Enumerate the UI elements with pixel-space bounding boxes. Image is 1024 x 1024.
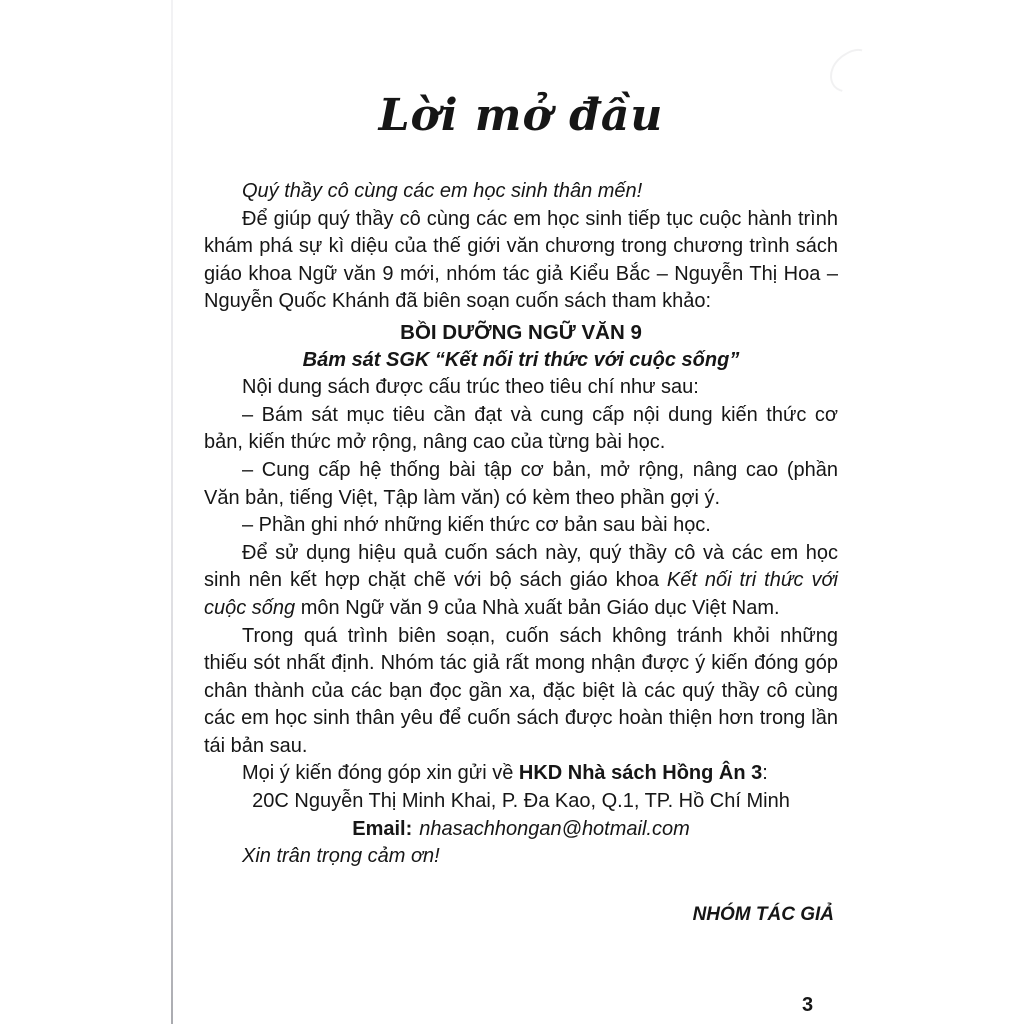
paragraph-usage [204, 540, 838, 623]
contact-text-post: : [762, 762, 768, 785]
usage-text-pre: Để sử dụng hiệu quả cuốn sách này, quý thầy cô và các em học sinh nên kết hợp chặt chẽ với bộ sách giáo khoa [204, 541, 838, 592]
page-content [204, 0, 838, 928]
bullet-item-2: – Cung cấp hệ thống bài tập cơ bản, mở rộng, nâng cao (phần Văn bản, tiếng Việt, Tập làm văn) có kèm theo phần gợi ý. [204, 458, 838, 509]
page-number: 3 [802, 994, 814, 1016]
book-subtitle: Bám sát SGK “Kết nối tri thức với cuộc sống” [302, 348, 740, 371]
address-line: 20C Nguyễn Thị Minh Khai, P. Đa Kao, Q.1, TP. Hồ Chí Minh [252, 790, 790, 813]
criteria-intro: Nội dung sách được cấu trúc theo tiêu chí như sau: [242, 376, 699, 399]
thanks-line: Xin trân trọng cảm ơn! [242, 845, 440, 868]
contact-store-name: HKD Nhà sách Hồng Ân 3 [518, 762, 763, 785]
salutation: Quý thầy cô cùng các em học sinh thân mến! [242, 180, 643, 202]
email-address: nhasachhongan@hotmail.com [419, 817, 690, 840]
contact-text-pre: Mọi ý kiến đóng góp xin gửi về [242, 762, 519, 785]
email-label: Email: [352, 817, 413, 840]
contact-line [204, 760, 838, 788]
email-line [204, 816, 838, 844]
page-edge-line [171, 0, 173, 1024]
usage-book-name: Kết nối tri thức với cuộc sống [204, 569, 838, 619]
page-title: Lời mở đầu [378, 90, 664, 141]
signature: NHÓM TÁC GIẢ [692, 903, 834, 925]
paragraph-intro: Để giúp quý thầy cô cùng các em học sinh tiếp tục cuộc hành trình khám phá sự kì diệu của thế giới văn chương trong chương trình sách giáo khoa Ngữ văn 9 mới, nhóm tác giả Kiểu Bắc – Nguyễn Thị Hoa – Nguyễn Quốc Khánh đã biên soạn cuốn sách tham khảo: [204, 207, 838, 313]
book-title: BỒI DƯỠNG NGỮ VĂN 9 [400, 320, 642, 344]
bullet-item-3: – Phần ghi nhớ những kiến thức cơ bản sau bài học. [242, 514, 711, 537]
usage-text-post: môn Ngữ văn 9 của Nhà xuất bản Giáo dục Việt Nam. [295, 596, 780, 619]
paragraph-feedback: Trong quá trình biên soạn, cuốn sách không tránh khỏi những thiếu sót nhất định. Nhóm tác giả rất mong nhận được ý kiến đóng góp chân thành của các bạn đọc gần xa, đặc biệt là các quý thầy cô cùng các em học sinh thân yêu để cuốn sách được hoàn thiện hơn trong lần tái bản sau. [204, 624, 838, 757]
bullet-item-1: – Bám sát mục tiêu cần đạt và cung cấp nội dung kiến thức cơ bản, kiến thức mở rộng, nâng cao của từng bài học. [204, 403, 838, 454]
